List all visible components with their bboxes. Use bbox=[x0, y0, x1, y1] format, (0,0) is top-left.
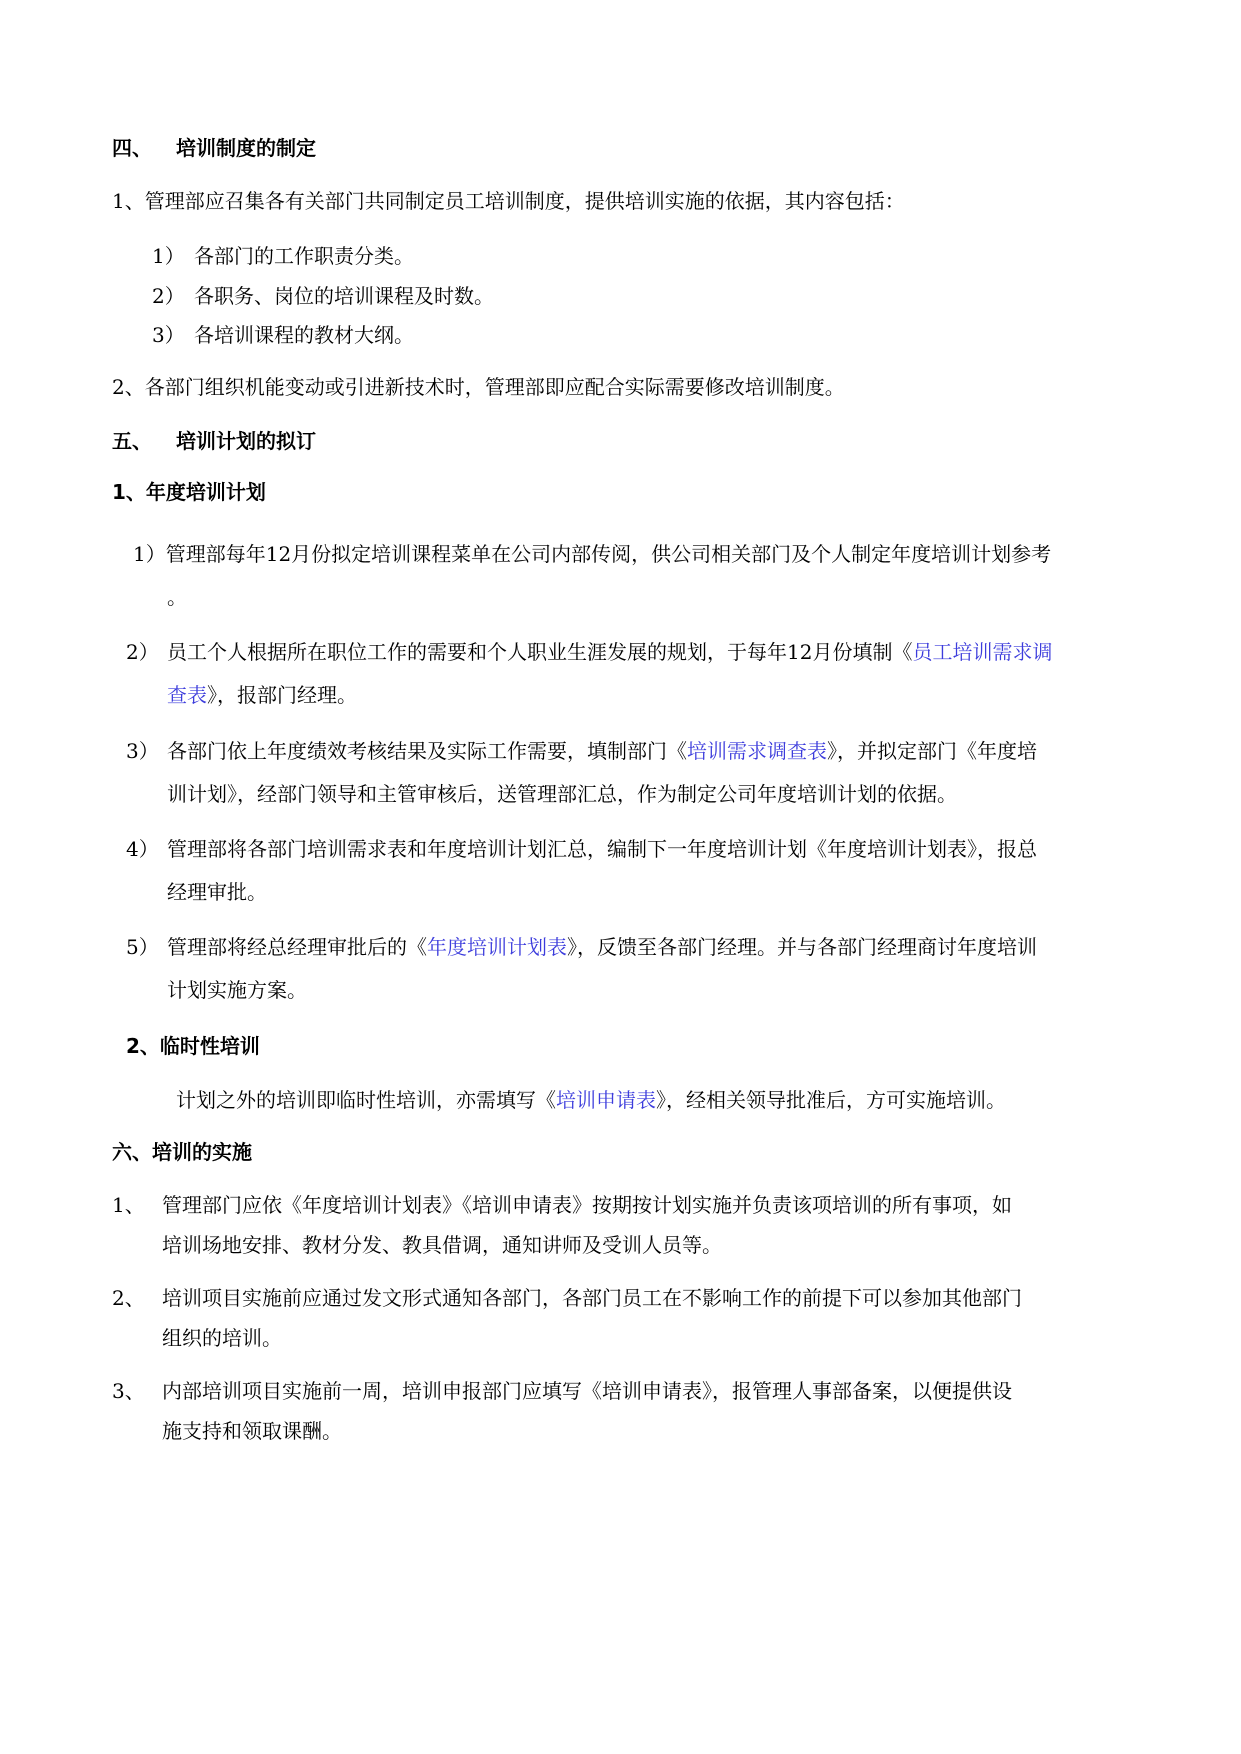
paragraph-text: 计划之外的培训即临时性培训，亦需填写《 bbox=[176, 1088, 556, 1112]
section-4-item-2 bbox=[152, 283, 494, 309]
section-6-item-3-line-1 bbox=[112, 1378, 1012, 1404]
item-text: 》，报部门经理。 bbox=[207, 683, 357, 707]
item-text: 各部门的工作职责分类。 bbox=[194, 244, 414, 268]
annual-item-5-line-1 bbox=[126, 934, 1037, 960]
section-5-heading bbox=[112, 428, 316, 454]
survey-form-link-continued[interactable]: 查表 bbox=[167, 683, 207, 707]
item-text: 》，并拟定部门《年度培 bbox=[827, 739, 1037, 763]
annual-item-4-line-2: 经理审批。 bbox=[167, 880, 267, 904]
item-text: 各培训课程的教材大纲。 bbox=[194, 323, 414, 347]
annual-item-2-line-2 bbox=[167, 682, 357, 708]
item-number: 4） bbox=[126, 837, 159, 861]
subsection-temporary-training-heading: 2、临时性培训 bbox=[126, 1034, 260, 1058]
section-6-heading: 六、培训的实施 bbox=[112, 1140, 252, 1164]
annual-item-2-line-1 bbox=[126, 639, 1052, 665]
item-number: 1、 bbox=[112, 1193, 145, 1217]
annual-item-5-line-2: 计划实施方案。 bbox=[167, 978, 307, 1002]
item-text: 管理部将各部门培训需求表和年度培训计划汇总，编制下一年度培训计划《年度培训计划表》，报总 bbox=[167, 837, 1037, 861]
paragraph-text: 》，经相关领导批准后，方可实施培训。 bbox=[656, 1088, 1006, 1112]
section-5-number: 五、 bbox=[112, 429, 152, 453]
section-5-title: 培训计划的拟订 bbox=[176, 429, 316, 453]
training-needs-survey-link[interactable]: 培训需求调查表 bbox=[687, 739, 827, 763]
section-4-paragraph-1: 1、管理部应召集各有关部门共同制定员工培训制度，提供培训实施的依据，其内容包括： bbox=[112, 189, 905, 213]
item-number: 1） bbox=[152, 244, 185, 268]
item-number: 2、 bbox=[112, 1286, 145, 1310]
section-6-item-2-line-2: 组织的培训。 bbox=[162, 1326, 282, 1350]
item-number: 3） bbox=[152, 323, 185, 347]
section-4-number: 四、 bbox=[112, 136, 152, 160]
annual-item-1-line-1: 1）管理部每年12月份拟定培训课程菜单在公司内部传阅，供公司相关部门及个人制定年度培训计划参考 bbox=[133, 542, 1052, 566]
survey-form-link[interactable]: 员工培训需求调 bbox=[912, 640, 1053, 664]
section-4-item-3 bbox=[152, 322, 414, 348]
annual-plan-table-link[interactable]: 年度培训计划表 bbox=[427, 935, 567, 959]
section-6-item-1-line-1 bbox=[112, 1192, 1012, 1218]
annual-item-3-line-2: 训计划》，经部门领导和主管审核后，送管理部汇总，作为制定公司年度培训计划的依据。 bbox=[167, 782, 957, 806]
item-number: 2） bbox=[126, 640, 159, 664]
item-text: 管理部将经总经理审批后的《 bbox=[167, 935, 427, 959]
item-text: 内部培训项目实施前一周，培训申报部门应填写《培训申请表》，报管理人事部备案，以便提供设 bbox=[162, 1379, 1012, 1403]
section-6-item-2-line-1 bbox=[112, 1285, 1022, 1311]
item-number: 3、 bbox=[112, 1379, 145, 1403]
item-text: 》，反馈至各部门经理。并与各部门经理商讨年度培训 bbox=[567, 935, 1037, 959]
annual-item-1-line-2: 。 bbox=[167, 585, 187, 609]
section-4-item-1 bbox=[152, 243, 414, 269]
item-number: 5） bbox=[126, 935, 159, 959]
item-text: 员工个人根据所在职位工作的需要和个人职业生涯发展的规划，于每年12月份填制《 bbox=[167, 640, 913, 664]
item-number: 3） bbox=[126, 739, 159, 763]
training-application-link[interactable]: 培训申请表 bbox=[556, 1088, 656, 1112]
subsection-annual-plan-heading: 1、年度培训计划 bbox=[112, 480, 266, 504]
temporary-training-paragraph bbox=[176, 1087, 1006, 1113]
section-4-paragraph-2: 2、各部门组织机能变动或引进新技术时，管理部即应配合实际需要修改培训制度。 bbox=[112, 375, 845, 399]
section-6-item-3-line-2: 施支持和领取课酬。 bbox=[162, 1419, 342, 1443]
item-text: 各部门依上年度绩效考核结果及实际工作需要，填制部门《 bbox=[167, 739, 687, 763]
item-text: 管理部门应依《年度培训计划表》《培训申请表》按期按计划实施并负责该项培训的所有事项，如 bbox=[162, 1193, 1012, 1217]
section-4-heading bbox=[112, 135, 316, 161]
item-number: 2） bbox=[152, 284, 185, 308]
item-text: 培训项目实施前应通过发文形式通知各部门，各部门员工在不影响工作的前提下可以参加其他部门 bbox=[162, 1286, 1022, 1310]
section-4-title: 培训制度的制定 bbox=[176, 136, 316, 160]
annual-item-3-line-1 bbox=[126, 738, 1037, 764]
item-text: 各职务、岗位的培训课程及时数。 bbox=[194, 284, 494, 308]
annual-item-4-line-1 bbox=[126, 836, 1037, 862]
section-6-item-1-line-2: 培训场地安排、教材分发、教具借调，通知讲师及受训人员等。 bbox=[162, 1233, 722, 1257]
